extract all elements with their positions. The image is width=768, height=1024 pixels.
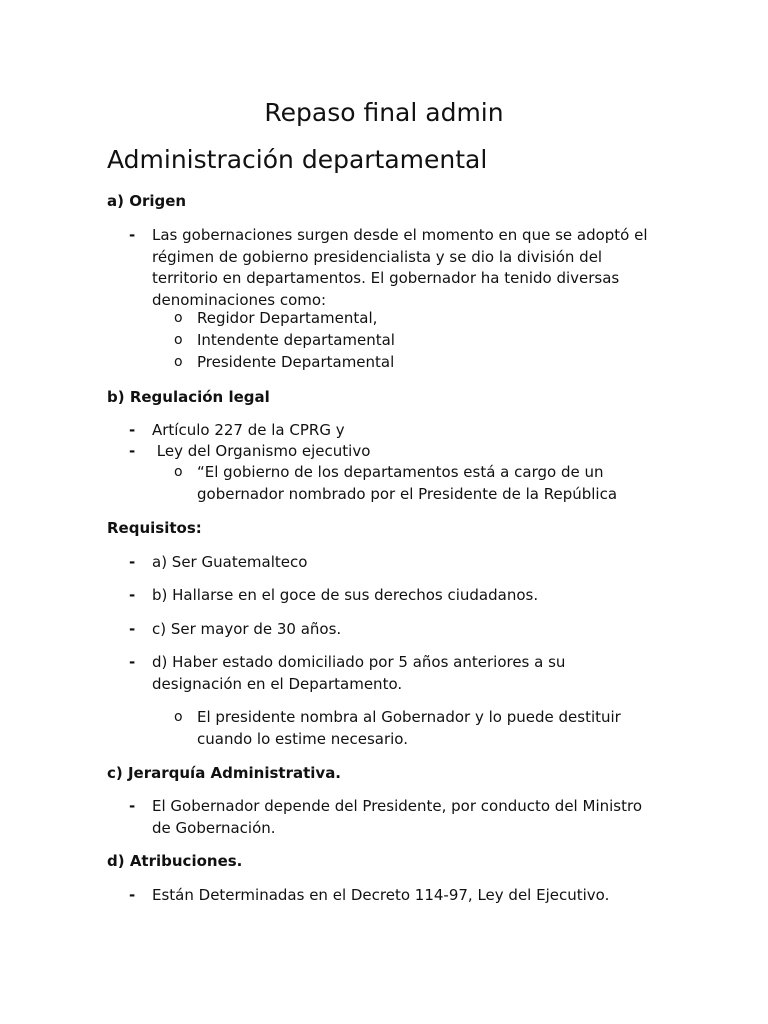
list-item-text: b) Hallarse en el goce de sus derechos ciudadanos.	[152, 586, 539, 604]
list-item-text: El Gobernador depende del Presidente, por conducto del Ministro de Gobernación.	[152, 797, 642, 837]
sub-item-text: Presidente Departamental	[197, 353, 395, 371]
circle-bullet: o	[174, 332, 183, 348]
dash-bullet: -	[129, 442, 136, 460]
dash-bullet: -	[129, 553, 136, 571]
section-heading-atribuciones: d) Atribuciones.	[107, 852, 243, 870]
sub-item-text: “El gobierno de los departamentos está a cargo de un gobernador nombrado por el Presidente de la República	[197, 463, 618, 503]
dash-bullet: -	[129, 421, 136, 439]
dash-bullet: -	[129, 653, 136, 671]
list-item-text: Ley del Organismo ejecutivo	[152, 442, 371, 460]
dash-bullet: -	[129, 886, 136, 904]
sub-item-text: Regidor Departamental,	[197, 309, 378, 327]
section-heading-jerarquia: c) Jerarquía Administrativa.	[107, 764, 342, 782]
circle-bullet: o	[174, 354, 183, 370]
dash-bullet: -	[129, 226, 136, 244]
list-item-text: Están Determinadas en el Decreto 114-97, Ley del Ejecutivo.	[152, 886, 610, 904]
section-heading-origen: a) Origen	[107, 192, 187, 210]
dash-bullet: -	[129, 586, 136, 604]
list-item-text: Las gobernaciones surgen desde el momento en que se adoptó el régimen de gobierno presidencialista y se dio la división del territorio en departamentos. El gobernador ha tenido diversas denominaciones como:	[152, 226, 648, 309]
document-title: Repaso final admin	[264, 98, 504, 127]
circle-bullet: o	[174, 709, 183, 725]
section-heading-regulacion: b) Regulación legal	[107, 388, 270, 406]
list-item-text: c) Ser mayor de 30 años.	[152, 620, 342, 638]
list-item-text: a) Ser Guatemalteco	[152, 553, 308, 571]
list-item-text: Artículo 227 de la CPRG y	[152, 421, 345, 439]
sub-item-text: Intendente departamental	[197, 331, 395, 349]
document-heading: Administración departamental	[107, 145, 488, 174]
sub-item-text: El presidente nombra al Gobernador y lo puede destituir cuando lo estime necesario.	[197, 708, 621, 748]
circle-bullet: o	[174, 310, 183, 326]
list-item-text: d) Haber estado domiciliado por 5 años anteriores a su designación en el Departamento.	[152, 653, 566, 693]
dash-bullet: -	[129, 797, 136, 815]
section-heading-requisitos: Requisitos:	[107, 519, 202, 537]
circle-bullet: o	[174, 464, 183, 480]
dash-bullet: -	[129, 620, 136, 638]
